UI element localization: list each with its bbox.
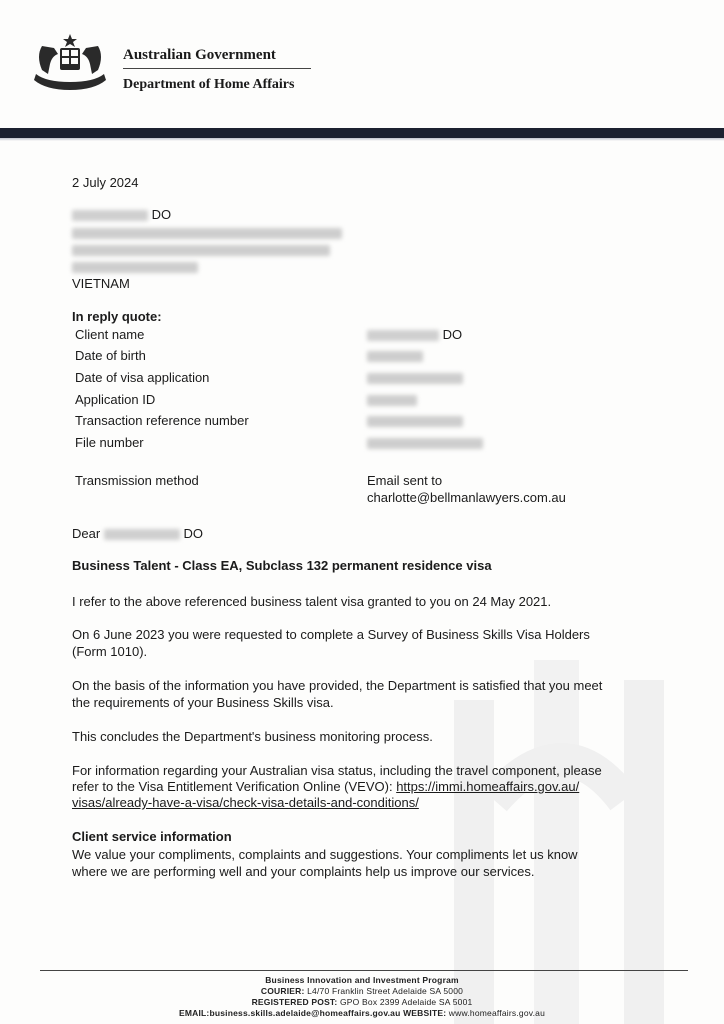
footer-courier [0, 986, 724, 997]
paragraph-5-line-1: For information regarding your Australian visa status, including the travel component, please [72, 763, 602, 778]
client-service-heading: Client service information [72, 829, 232, 844]
paragraph-2-line-2: (Form 1010). [72, 644, 148, 659]
footer-email-value: business.skills.adelaide@homeaffairs.gov.au [209, 1008, 401, 1018]
recipient-name-suffix: DO [151, 207, 172, 222]
reply-quote-heading: In reply quote: [72, 309, 162, 324]
paragraph-3-line-1: On the basis of the information you have provided, the Department is satisfied that you meet [72, 678, 603, 693]
letter-date: 2 July 2024 [72, 175, 139, 190]
redacted-value [367, 351, 423, 362]
footer-website-label: WEBSITE: [403, 1008, 447, 1018]
letterhead-government-name: Australian Government [123, 47, 276, 63]
reply-quote-label: File number [75, 435, 144, 450]
redacted-name [104, 529, 180, 540]
paragraph-2-line-1: On 6 June 2023 you were requested to complete a Survey of Business Skills Visa Holders [72, 627, 590, 642]
paragraph-4: This concludes the Department's business monitoring process. [72, 729, 433, 744]
vevo-link[interactable]: https://immi.homeaffairs.gov.au/ [396, 779, 580, 794]
recipient-name [72, 207, 171, 223]
transmission-method-label: Transmission method [75, 473, 199, 488]
letter-subject: Business Talent - Class EA, Subclass 132 permanent residence visa [72, 558, 492, 573]
reply-quote-label: Date of visa application [75, 370, 210, 385]
transmission-method-value: Email sent to [367, 473, 443, 488]
redacted-value [367, 330, 439, 341]
footer-post-value: GPO Box 2399 Adelaide SA 5001 [339, 997, 473, 1007]
reply-quote-label: Client name [75, 327, 145, 342]
redacted-address-line [72, 228, 342, 239]
client-service-line-1: We value your compliments, complaints and suggestions. Your compliments let us know [72, 847, 578, 862]
transmission-email: charlotte@bellmanlawyers.com.au [367, 490, 566, 505]
footer-program-name: Business Innovation and Investment Program [265, 975, 459, 985]
footer-courier-value: L4/70 Franklin Street Adelaide SA 5000 [307, 986, 464, 996]
header-bar-shadow [0, 138, 724, 141]
reply-quote-value [367, 327, 462, 343]
redacted-value [367, 395, 417, 406]
footer-email-label: EMAIL: [178, 1008, 210, 1018]
footer-divider [40, 970, 688, 971]
redacted-address-line [72, 245, 330, 256]
salutation-prefix: Dear [72, 526, 101, 541]
coat-of-arms-icon [28, 30, 112, 96]
footer-post [0, 997, 724, 1008]
paragraph-5-line-3 [72, 795, 419, 811]
footer-post-label: REGISTERED POST: [251, 997, 338, 1007]
paragraph-3-line-2: the requirements of your Business Skills visa. [72, 695, 334, 710]
salutation [72, 526, 203, 542]
paragraph-5-line-2 [72, 779, 579, 795]
salutation-suffix: DO [183, 526, 203, 541]
letterhead-department-name: Department of Home Affairs [123, 77, 295, 92]
footer-contact [0, 1008, 724, 1019]
redacted-value [367, 438, 483, 449]
reply-quote-label: Transaction reference number [75, 413, 249, 428]
header-bar [0, 128, 724, 138]
client-name-suffix: DO [442, 327, 463, 342]
vevo-link-continued[interactable]: visas/already-have-a-visa/check-visa-details-and-conditions/ [72, 795, 419, 810]
reply-quote-label: Application ID [75, 392, 156, 407]
redacted-name [72, 210, 148, 221]
redacted-value [367, 373, 463, 384]
footer-courier-label: COURIER: [260, 986, 305, 996]
redacted-value [367, 416, 463, 427]
paragraph-1: I refer to the above referenced business talent visa granted to you on 24 May 2021. [72, 594, 552, 609]
reply-quote-label: Date of birth [75, 348, 146, 363]
letterhead-divider [123, 68, 311, 69]
redacted-address-line [72, 262, 198, 273]
client-service-line-2: where we are performing well and your complaints help us improve our services. [72, 864, 535, 879]
paragraph-5-text: refer to the Visa Entitlement Verification Online (VEVO): [72, 779, 397, 794]
recipient-country: VIETNAM [72, 276, 130, 291]
footer-website-value: www.homeaffairs.gov.au [448, 1008, 546, 1018]
